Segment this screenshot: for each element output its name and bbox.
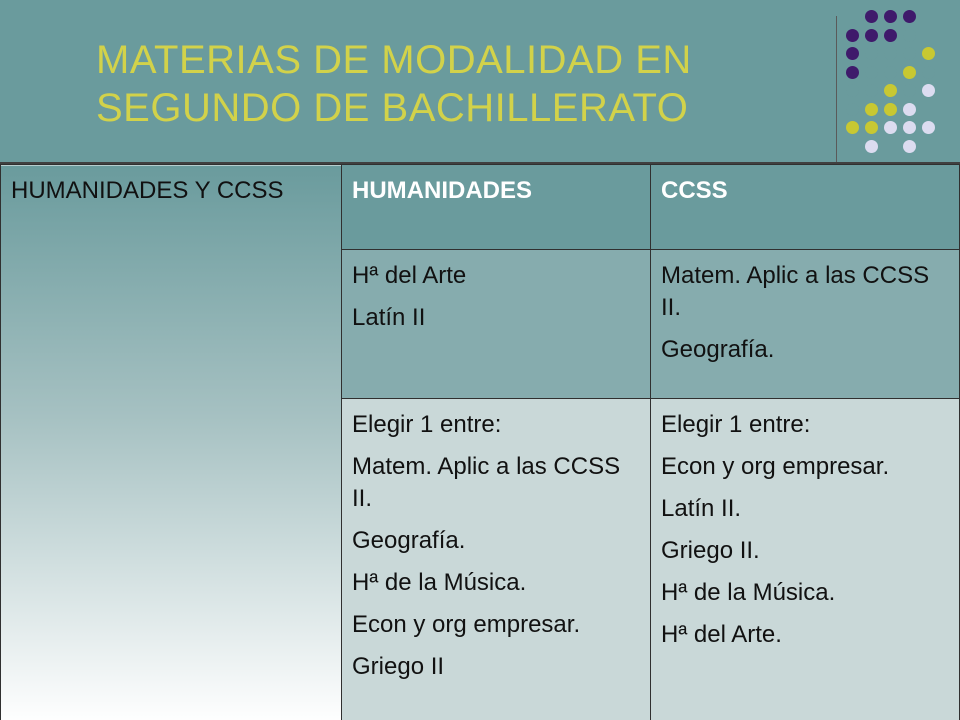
decorative-dot <box>903 103 916 116</box>
decorative-dot <box>884 10 897 23</box>
decorative-dot <box>846 47 859 60</box>
decorative-dot <box>865 10 878 23</box>
slide-title <box>96 36 816 132</box>
decorative-dot <box>846 103 859 116</box>
decorative-dot <box>922 121 935 134</box>
list-item: Griego II. <box>661 537 760 564</box>
decorative-dot <box>865 84 878 97</box>
list-item: Latín II <box>352 304 426 331</box>
decorative-dot <box>884 29 897 42</box>
list-item: Hª de la Música. <box>661 579 836 606</box>
list-item: Latín II. <box>661 495 742 522</box>
row2-humanidades-cell <box>342 250 651 399</box>
list-item: Geografía. <box>661 336 775 363</box>
header-ccss: CCSS <box>651 165 960 250</box>
decorative-dot <box>903 47 916 60</box>
decorative-dot <box>865 121 878 134</box>
decorative-dot <box>865 66 878 79</box>
decorative-dot <box>846 66 859 79</box>
list-item: Griego II <box>352 653 445 680</box>
first-column-label: HUMANIDADES Y CCSS <box>11 177 284 204</box>
decorative-dot <box>903 29 916 42</box>
row2-ccss-cell <box>651 250 960 399</box>
decorative-dot <box>922 66 935 79</box>
decorative-dot <box>903 121 916 134</box>
row3-ccss-cell <box>651 399 960 720</box>
list-item: Econ y org empresar. <box>352 611 581 638</box>
list-item: Hª del Arte. <box>661 621 782 648</box>
list-item: Elegir 1 entre: <box>661 411 811 438</box>
decorative-dot <box>865 29 878 42</box>
first-column-cell <box>1 165 342 720</box>
list-item: Matem. Aplic a las CCSS II. <box>352 453 621 512</box>
list-item: Hª del Arte <box>352 262 467 289</box>
decorative-dot <box>865 140 878 153</box>
decorative-dot <box>884 66 897 79</box>
list-item: Elegir 1 entre: <box>352 411 502 438</box>
decorative-dot <box>903 84 916 97</box>
list-item: Matem. Aplic a las CCSS II. <box>661 262 930 321</box>
header-humanidades: HUMANIDADES <box>342 165 651 250</box>
decorative-dot <box>884 47 897 60</box>
decorative-dot <box>846 29 859 42</box>
decorative-dot-grid <box>846 10 956 160</box>
row3-humanidades-cell <box>342 399 651 720</box>
decorative-dot <box>865 47 878 60</box>
decorative-dot <box>922 84 935 97</box>
subjects-table <box>0 164 960 720</box>
decorative-dot <box>884 121 897 134</box>
decorative-dot <box>865 103 878 116</box>
decorative-dot <box>846 84 859 97</box>
decorative-dot <box>922 47 935 60</box>
list-item: Econ y org empresar. <box>661 453 890 480</box>
title-line-1: MATERIAS DE MODALIDAD EN <box>96 38 692 82</box>
decorative-dot <box>884 103 897 116</box>
decorative-vertical-line <box>836 16 837 176</box>
title-line-2: SEGUNDO DE BACHILLERATO <box>96 86 689 130</box>
decorative-dot <box>903 140 916 153</box>
decorative-dot <box>903 66 916 79</box>
list-item: Hª de la Música. <box>352 569 527 596</box>
decorative-dot <box>903 10 916 23</box>
decorative-dot <box>884 84 897 97</box>
list-item: Geografía. <box>352 527 466 554</box>
decorative-dot <box>846 121 859 134</box>
table-header-row <box>1 165 960 250</box>
